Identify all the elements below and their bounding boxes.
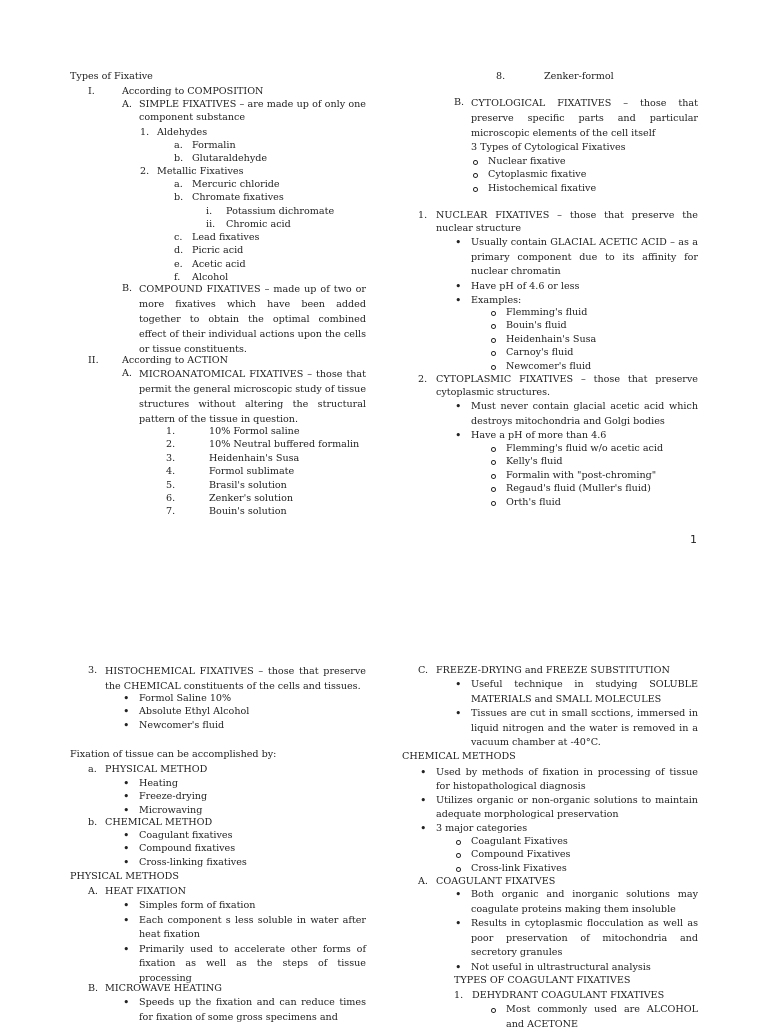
histochemical-bullets (123, 692, 249, 732)
list-item: • Have a pH of more than 4.6 (455, 429, 698, 444)
freeze-drying-heading: C. FREEZE-DRYING and FREEZE SUBSTITUTION (418, 665, 670, 676)
list-item: b. Chromate fixatives (174, 192, 284, 203)
dehydrant-heading: 1. DEHYDRANT COAGULANT FIXATIVES (454, 990, 665, 1001)
list-marker: e. (174, 258, 183, 270)
list-marker: b. (174, 153, 184, 165)
list-item-text: Heidenhain's Susa (209, 452, 300, 464)
cytological-types-list (472, 155, 596, 195)
list-item-text: Lead fixatives (192, 232, 260, 243)
list-item (174, 244, 259, 257)
microanatomical-list (166, 425, 359, 519)
aldehydes-heading: 1. Aldehydes (140, 127, 208, 138)
list-item: • Not useful in ultrastructural analysis (455, 961, 698, 976)
nuclear-fixatives: 1. NUCLEAR FIXATIVES – those that preserve the nuclear structure (418, 210, 698, 235)
heading-action: II. According to ACTION (88, 355, 229, 366)
nuclear-examples (490, 306, 596, 373)
list-item: Orth's fluid (490, 496, 663, 509)
list-item: Flemming's fluid (490, 306, 596, 319)
list-marker: 4. (166, 466, 176, 478)
list-item: a. Mercuric chloride (174, 179, 280, 190)
categories-list (455, 835, 570, 875)
list-item: • Absolute Ethyl Alcohol (123, 705, 249, 718)
list-item: Cytoplasmic fixative (472, 168, 596, 181)
list-item: • Coagulant fixatives (123, 829, 247, 842)
metallic-list (174, 231, 259, 285)
coagulant-bullets (455, 888, 698, 975)
list-item: Newcomer's fluid (490, 360, 596, 373)
list-item (166, 505, 359, 518)
metallic-heading: 2. Metallic Fixatives (140, 166, 244, 177)
coagulant-heading: A. COAGULANT FIXATVES (418, 876, 556, 887)
list-item-text: Zenker's solution (209, 493, 294, 505)
list-item: Cross-link Fixatives (455, 862, 570, 875)
list-item: • Formol Saline 10% (123, 692, 249, 705)
list-item: Histochemical fixative (472, 182, 596, 195)
list-item (174, 139, 267, 152)
list-item-text: Chromic acid (226, 219, 291, 231)
list-item: • Usually contain GLACIAL ACETIC ACID – as a primary component due to its affinity for nuclear chromatin (455, 236, 698, 280)
list-item-text: Potassium dichromate (226, 206, 335, 217)
page-number: 1 (690, 533, 697, 546)
heading-composition: I. According to COMPOSITION (88, 86, 264, 97)
dehydrant-list (490, 1003, 698, 1032)
list-item (166, 465, 359, 478)
physical-method-bullets (123, 777, 207, 817)
list-item-text: Bouin's solution (209, 506, 287, 518)
list-item: Formalin with "post-chroming" (490, 469, 663, 482)
list-item (166, 425, 359, 438)
list-item: Kelly's fluid (490, 455, 663, 468)
chemical-methods-bullets (420, 766, 698, 836)
list-marker: ii. (206, 219, 216, 231)
list-marker: 5. (166, 479, 176, 491)
list-item: Coagulant Fixatives (455, 835, 570, 848)
list-item: • Each component s less soluble in water after heat fixation (123, 914, 366, 943)
list-item-text: 10% Formol saline (209, 426, 300, 437)
list-item-text: Acetic acid (192, 258, 246, 270)
list-marker: f. (174, 272, 181, 284)
physical-method-heading: a. PHYSICAL METHOD (88, 764, 208, 775)
list-item: • Newcomer's fluid (123, 719, 249, 732)
chemical-methods-heading: CHEMICAL METHODS (402, 751, 516, 762)
list-marker: 1. (166, 426, 176, 437)
list-item (174, 152, 267, 165)
histochemical-fixatives: 3. HISTOCHEMICAL FIXATIVES – those that preserve the CHEMICAL constituents of the cells and tissues. (88, 665, 366, 692)
list-marker: d. (174, 245, 184, 257)
list-item: • Must never contain glacial acetic acid which destroys mitochondria and Golgi bodies (455, 400, 698, 429)
aldehydes-list (174, 139, 267, 166)
list-item: • Examples: (455, 294, 698, 309)
microanatomical-fixatives: A. MICROANATOMICAL FIXATIVES – those that permit the general microscopic study of tissue structures without altering the structural pattern of the tissue in question. (122, 368, 366, 425)
list-marker: 6. (166, 493, 176, 505)
list-marker: i. (206, 206, 213, 217)
list-item-text: 10% Neutral buffered formalin (209, 439, 360, 451)
list-item (166, 492, 359, 505)
list-item (166, 452, 359, 465)
heat-fixation-bullets (123, 899, 366, 986)
list-item: • 3 major categories (420, 822, 698, 836)
coagulant-types-heading: TYPES OF COAGULANT FIXATIVES (454, 975, 631, 986)
list-item (174, 258, 259, 271)
list-item: • Speeds up the fixation and can reduce times for fixation of some gross specimens and (123, 996, 366, 1025)
list-item: • Microwaving (123, 804, 207, 817)
list-item: Flemming's fluid w/o acetic acid (490, 442, 663, 455)
chemical-method-bullets (123, 829, 247, 869)
cytoplasmic-bullets (455, 400, 698, 444)
list-item: • Freeze-drying (123, 790, 207, 803)
chemical-method-heading: b. CHEMICAL METHOD (88, 817, 213, 828)
section-title: Types of Fixative (70, 71, 153, 82)
microwave-bullets (123, 996, 366, 1025)
microwave-heading: B. MICROWAVE HEATING (88, 983, 222, 994)
list-marker: a. (174, 140, 183, 151)
cytological-fixatives: B. CYTOLOGICAL FIXATIVES – those that preserve specific parts and particular microscopic elements of the cell itself (454, 97, 698, 139)
list-item: • Cross-linking fixatives (123, 856, 247, 869)
list-item (166, 438, 359, 451)
chromate-list (206, 205, 334, 232)
compound-fixatives: B. COMPOUND FIXATIVES – made up of two or more fixatives which have been added together to obtain the optimal combined effect of their individual actions upon the cells or tissue constituents. (122, 283, 366, 355)
list-marker: 2. (166, 439, 176, 451)
cytoplasmic-examples (490, 442, 663, 509)
list-item (166, 479, 359, 492)
list-item: • Have pH of 4.6 or less (455, 280, 698, 295)
list-item: • Primarily used to accelerate other forms of fixation as well as the steps of tissue processing (123, 943, 366, 987)
list-item: • Utilizes organic or non-organic solutions to maintain adequate morphological preservation (420, 794, 698, 822)
list-item: • Heating (123, 777, 207, 790)
list-item: • Tissues are cut in small scctions, immersed in liquid nitrogen and the water is removed in a vacuum chamber at -40°C. (455, 707, 698, 751)
list-item: Compound Fixatives (455, 848, 570, 861)
list-item-text: Glutaraldehyde (192, 153, 268, 165)
list-marker: c. (174, 232, 183, 243)
list-item: • Both organic and inorganic solutions may coagulate proteins making them insoluble (455, 888, 698, 917)
list-item: Bouin's fluid (490, 319, 596, 332)
freeze-drying-bullets (455, 678, 698, 751)
list-item (174, 231, 259, 244)
fixation-intro: Fixation of tissue can be accomplished by: (70, 749, 277, 760)
nuclear-bullets (455, 236, 698, 309)
cytological-types-heading: 3 Types of Cytological Fixatives (471, 142, 626, 153)
list-item: Heidenhain's Susa (490, 333, 596, 346)
cytoplasmic-fixatives: 2. CYTOPLASMIC FIXATIVES – those that preserve cytoplasmic structures. (418, 374, 698, 399)
list-marker: 3. (166, 452, 176, 464)
list-item: • Simples form of fixation (123, 899, 366, 914)
list-marker: 7. (166, 506, 176, 518)
list-item-8: 8. Zenker-formol (496, 71, 614, 82)
list-item-text: Formol sublimate (209, 466, 295, 478)
list-item: Regaud's fluid (Muller's fluid) (490, 482, 663, 495)
list-item (206, 218, 334, 231)
list-item: Most commonly used are ALCOHOL and ACETONE (490, 1003, 698, 1032)
list-item-text: Picric acid (192, 245, 244, 257)
list-item: • Used by methods of fixation in processing of tissue for histopathological diagnosis (420, 766, 698, 794)
list-item: • Useful technique in studying SOLUBLE MATERIALS and SMALL MOLECULES (455, 678, 698, 707)
list-item-text: Formalin (192, 140, 236, 151)
list-item: Nuclear fixative (472, 155, 596, 168)
physical-methods-heading: PHYSICAL METHODS (70, 871, 179, 882)
simple-fixatives: A. SIMPLE FIXATIVES – are made up of only one component substance (122, 99, 366, 124)
list-item: • Results in cytoplasmic flocculation as well as poor preservation of mitochondria and secretory granules (455, 917, 698, 961)
list-item: • Compound fixatives (123, 842, 247, 855)
list-item (206, 205, 334, 218)
list-item-text: Alcohol (192, 272, 229, 284)
list-item-text: Brasil's solution (209, 479, 287, 491)
heat-fixation-heading: A. HEAT FIXATION (88, 886, 187, 897)
list-item: Carnoy's fluid (490, 346, 596, 359)
